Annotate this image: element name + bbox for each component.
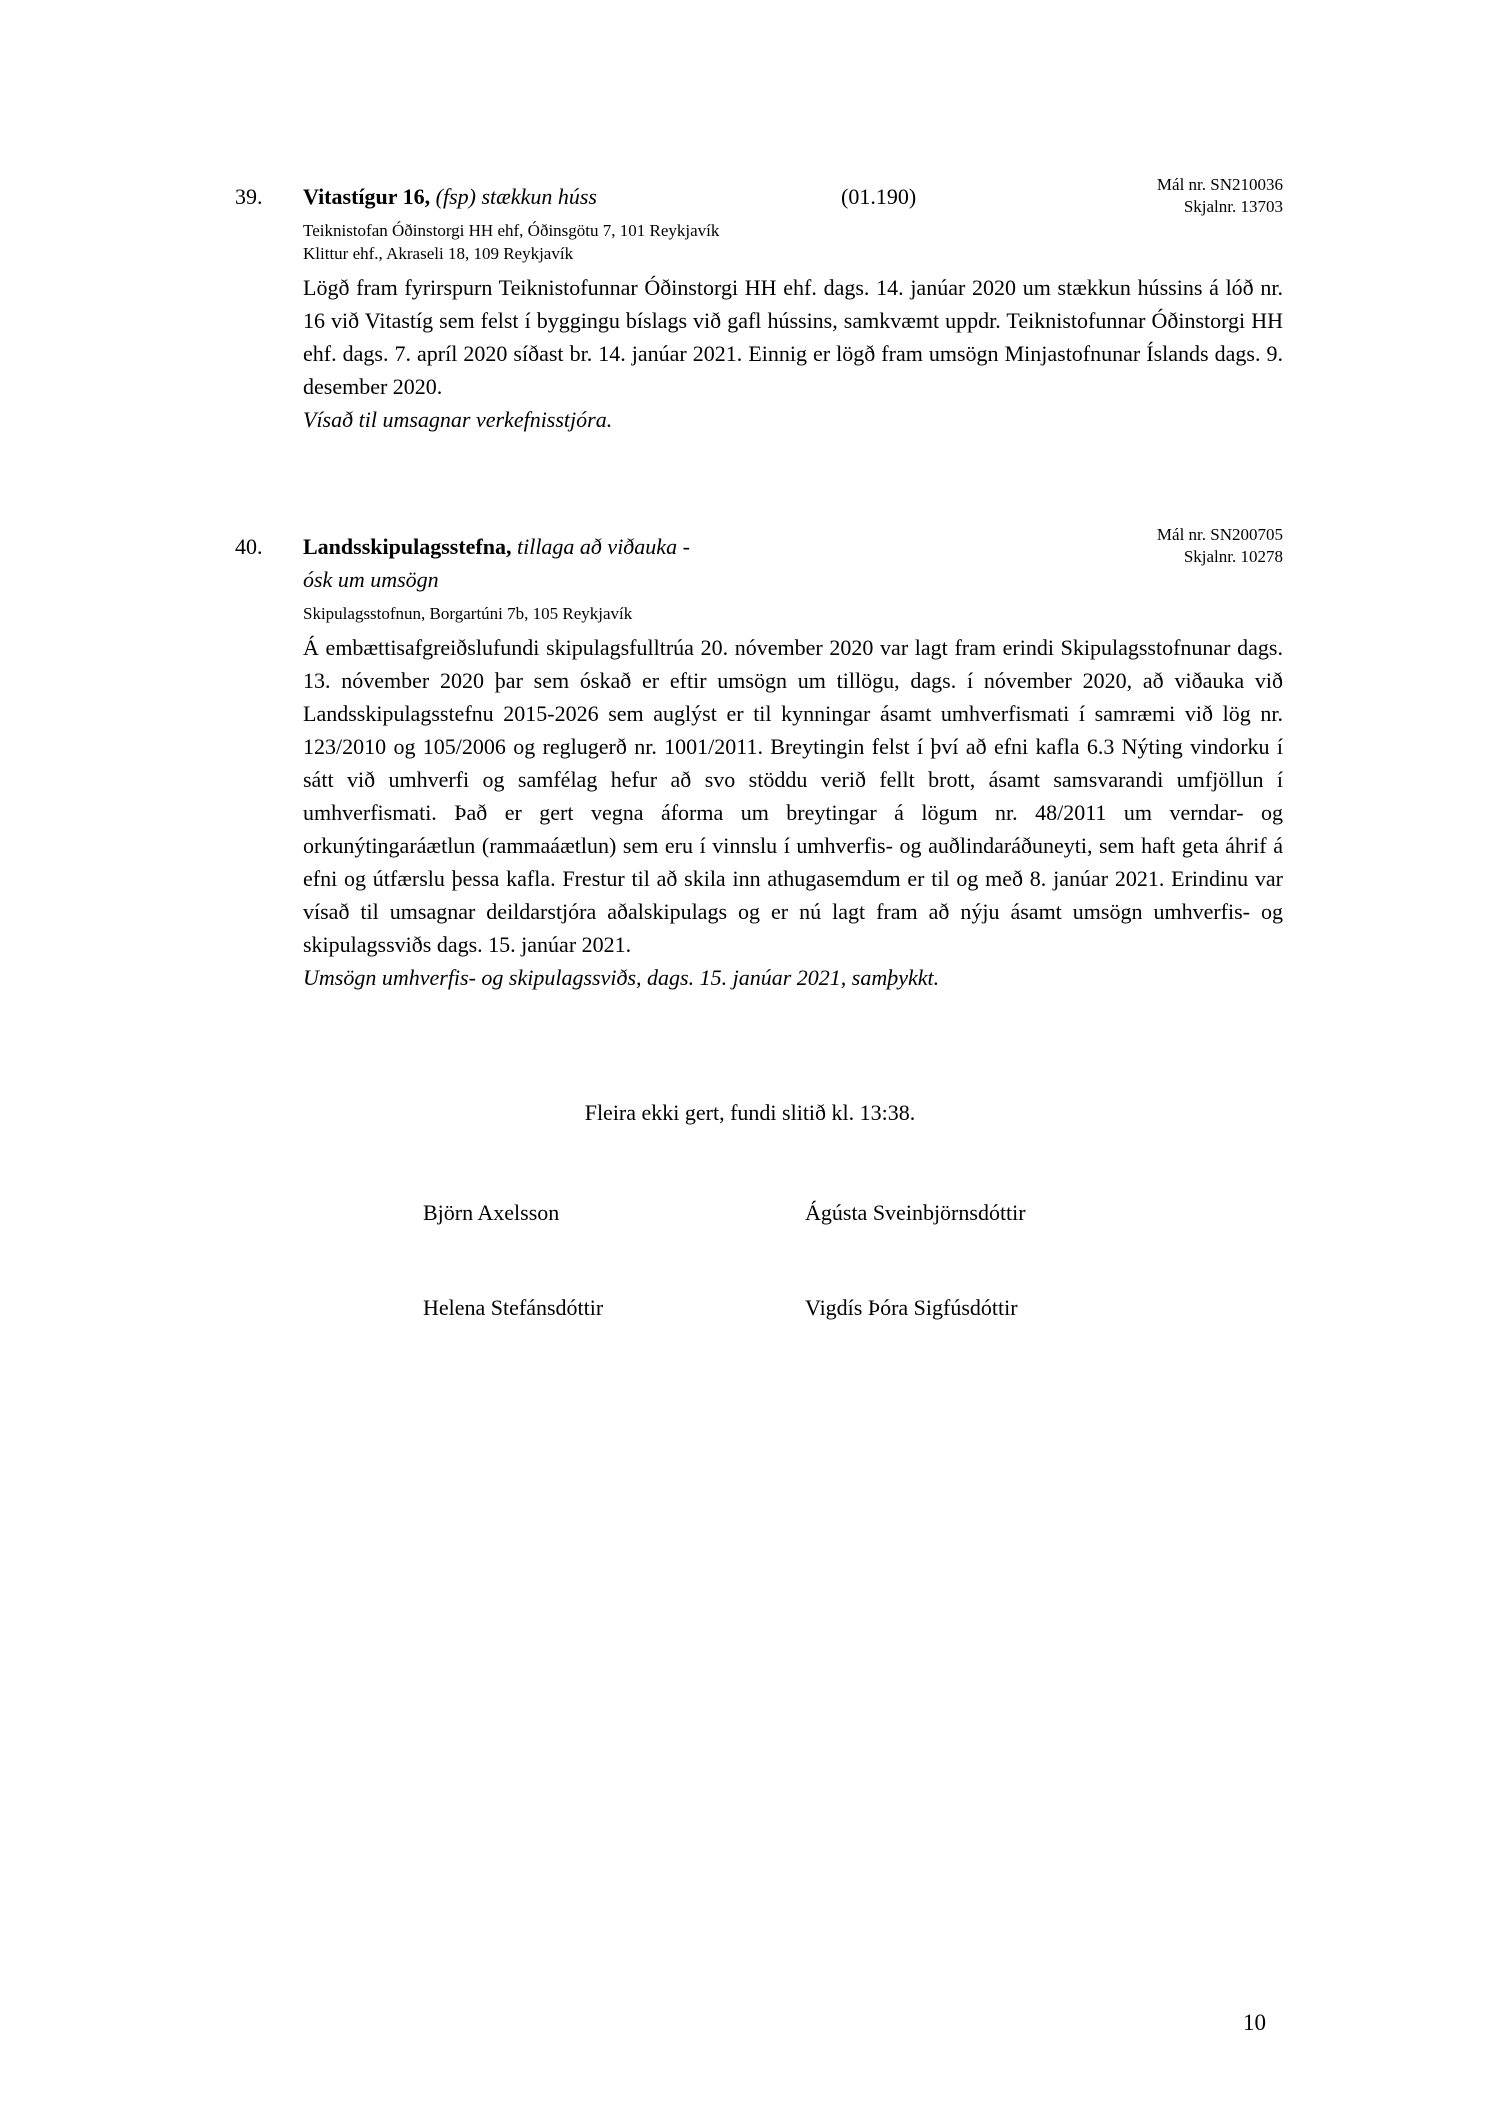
page-number: 10	[1243, 2010, 1266, 2035]
signature-name: Vigdís Þóra Sigfúsdóttir	[805, 1295, 1018, 1320]
case-info	[1157, 174, 1283, 218]
signature-name: Björn Axelsson	[423, 1200, 560, 1225]
item-subtitle-line2: ósk um umsögn	[303, 567, 439, 592]
case-info	[1157, 524, 1283, 568]
signature-name: Ágústa Sveinbjörnsdóttir	[805, 1200, 1026, 1225]
item-title-row	[303, 525, 1283, 596]
signature-name: Helena Stefánsdóttir	[423, 1295, 604, 1320]
agenda-item-39	[235, 175, 1283, 436]
item-content	[303, 175, 1283, 436]
item-number: 39.	[235, 184, 263, 209]
item-title: Vitastígur 16,	[303, 184, 431, 209]
item-resolution: Vísað til umsagnar verkefnisstjóra.	[303, 407, 613, 432]
case-number: Mál nr. SN200705	[1156, 525, 1283, 544]
address-line: Skipulagsstofnun, Borgartúni 7b, 105 Reykjavík	[303, 604, 633, 623]
address-block	[303, 219, 1283, 265]
item-body: Lögð fram fyrirspurn Teiknistofunnar Óðinstorgi HH ehf. dags. 14. janúar 2020 um stækkun hússins á lóð nr. 16 við Vitastíg sem felst í byggingu bíslags við gafl hússins, samkvæmt uppdr. Teiknistofunnar Óðinstorgi HH ehf. dags. 7. apríl 2020 síðast br. 14. janúar 2021. Einnig er lögð fram umsögn Minjastofnunar Íslands dags. 9. desember 2020.	[303, 275, 1283, 399]
agenda-item-40	[235, 525, 1283, 994]
doc-number: Skjalnr. 10278	[1183, 547, 1283, 566]
doc-number: Skjalnr. 13703	[1183, 197, 1283, 216]
item-title-row	[303, 175, 1283, 216]
address-line: Teiknistofan Óðinstorgi HH ehf, Óðinsgötu 7, 101 Reykjavík	[303, 221, 720, 240]
item-subtitle: tillaga að viðauka -	[516, 534, 690, 559]
item-code: (01.190)	[841, 184, 917, 209]
item-content	[303, 525, 1283, 994]
closing-statement: Fleira ekki gert, fundi slitið kl. 13:38.	[584, 1100, 916, 1125]
address-line: Klittur ehf., Akraseli 18, 109 Reykjavík	[303, 244, 574, 263]
item-number: 40.	[235, 534, 263, 559]
case-number: Mál nr. SN210036	[1156, 175, 1283, 194]
item-body: Á embættisafgreiðslufundi skipulagsfulltrúa 20. nóvember 2020 var lagt fram erindi Skipulagsstofnunar dags. 13. nóvember 2020 þar sem óskað er eftir umsögn um tillögu, dags. í nóvember 2020, að viðauka við Landsskipulagsstefnu 2015-2026 sem auglýst er til kynningar ásamt umhverfismati í samræmi við lög nr. 123/2010 og 105/2006 og reglugerð nr. 1001/2011. Breytingin felst í því að efni kafla 6.3 Nýting vindorku í sátt við umhverfi og samfélag hefur að svo stöddu verið fellt brott, ásamt samsvarandi umfjöllun í umhverfismati. Það er gert vegna áforma um breytingar á lögum nr. 48/2011 um verndar- og orkunýtingaráætlun (rammaáætlun) sem eru í vinnslu í umhverfis- og auðlindaráðuneyti, sem haft geta áhrif á efni og útfærslu þessa kafla. Frestur til að skila inn athugasemdum er til og með 8. janúar 2021. Erindinu var vísað til umsagnar deildarstjóra aðalskipulags og er nú lagt fram að nýju ásamt umsögn umhverfis- og skipulagssviðs dags. 15. janúar 2021.	[303, 635, 1283, 957]
item-title: Landsskipulagsstefna,	[303, 534, 512, 559]
item-subtitle: (fsp) stækkun húss	[435, 184, 597, 209]
address-block	[303, 602, 1283, 625]
item-resolution: Umsögn umhverfis- og skipulagssviðs, dags. 15. janúar 2021, samþykkt.	[303, 965, 940, 990]
